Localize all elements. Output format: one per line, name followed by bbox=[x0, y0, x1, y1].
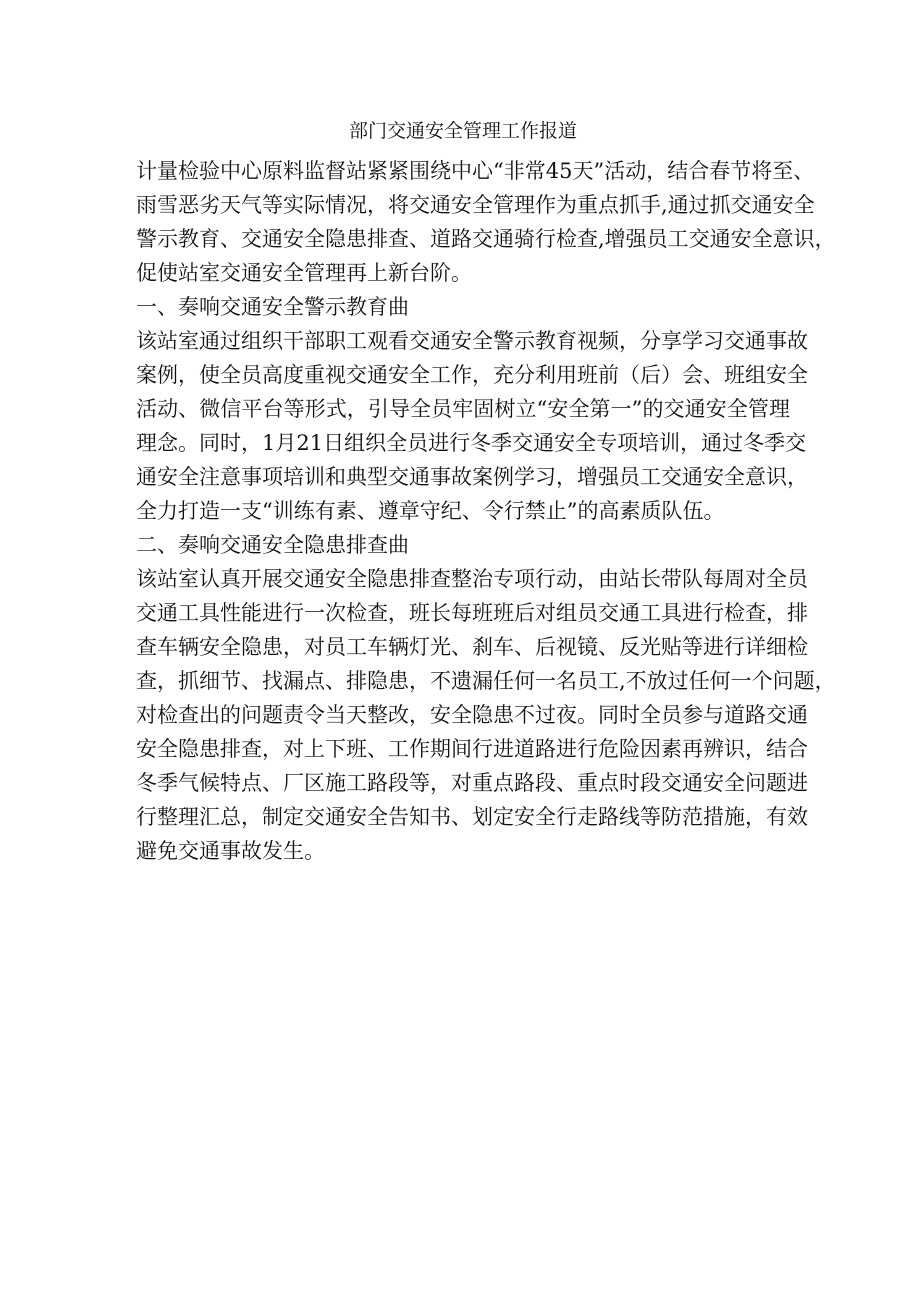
paragraph-line: 避免交通事故发生。 bbox=[136, 839, 325, 863]
paragraph-line: 冬季气候特点、厂区施工路段等，对重点路段、重点时段交通安全问题进 bbox=[136, 771, 808, 795]
paragraph-line: 交通工具性能进行一次检查，班长每班班后对组员交通工具进行检查，排 bbox=[136, 601, 808, 625]
paragraph-line: 对检查出的问题责令当天整改，安全隐患不过夜。同时全员参与道路交通 bbox=[136, 703, 808, 727]
heading-line: 二、奏响交通安全隐患排查曲 bbox=[136, 533, 409, 557]
paragraph-line: 安全隐患排查，对上下班、工作期间行进道路进行危险因素再辨识，结合 bbox=[136, 737, 808, 761]
paragraph-line: 通安全注意事项培训和典型交通事故案例学习，增强员工交通安全意识， bbox=[136, 465, 808, 489]
paragraph-line: 雨雪恶劣天气等实际情况，将交通安全管理作为重点抓手,通过抓交通安全 bbox=[136, 193, 815, 217]
paragraph-line: 该站室认真开展交通安全隐患排查整治专项行动，由站长带队每周对全员 bbox=[136, 567, 808, 591]
heading-line: 一、奏响交通安全警示教育曲 bbox=[136, 295, 409, 319]
paragraph-line: 该站室通过组织干部职工观看交通安全警示教育视频，分享学习交通事故 bbox=[136, 329, 808, 353]
paragraph-line: 促使站室交通安全管理再上新台阶。 bbox=[136, 261, 472, 285]
paragraph-line: 理念。同时，1月21日组织全员进行冬季交通安全专项培训，通过冬季交 bbox=[136, 431, 807, 455]
paragraph-line: 活动、微信平台等形式，引导全员牢固树立“安全第一”的交通安全管理 bbox=[136, 397, 790, 421]
section-1-heading bbox=[136, 290, 790, 324]
document-content bbox=[136, 114, 836, 868]
paragraph-line: 案例，使全员高度重视交通安全工作，充分利用班前（后）会、班组安全 bbox=[136, 363, 808, 387]
paragraph-line: 计量检验中心原料监督站紧紧围绕中心“非常45天”活动，结合春节将至、 bbox=[136, 159, 815, 183]
paragraph-line: 警示教育、交通安全隐患排查、道路交通骑行检查,增强员工交通安全意识， bbox=[136, 227, 836, 251]
intro-paragraph bbox=[136, 154, 836, 290]
document-title: 部门交通安全管理工作报道 bbox=[348, 120, 577, 142]
paragraph-line: 全力打造一支“训练有素、遵章守纪、令行禁止”的高素质队伍。 bbox=[136, 499, 725, 523]
section-2-body bbox=[136, 562, 836, 868]
section-1-body bbox=[136, 324, 808, 528]
paragraph-line: 查，抓细节、找漏点、排隐患，不遗漏任何一名员工,不放过任何一个问题， bbox=[136, 669, 836, 693]
paragraph-line: 行整理汇总，制定交通安全告知书、划定安全行走路线等防范措施，有效 bbox=[136, 805, 808, 829]
paragraph-line: 查车辆安全隐患，对员工车辆灯光、刹车、后视镜、反光贴等进行详细检 bbox=[136, 635, 808, 659]
section-2-heading bbox=[136, 528, 790, 562]
